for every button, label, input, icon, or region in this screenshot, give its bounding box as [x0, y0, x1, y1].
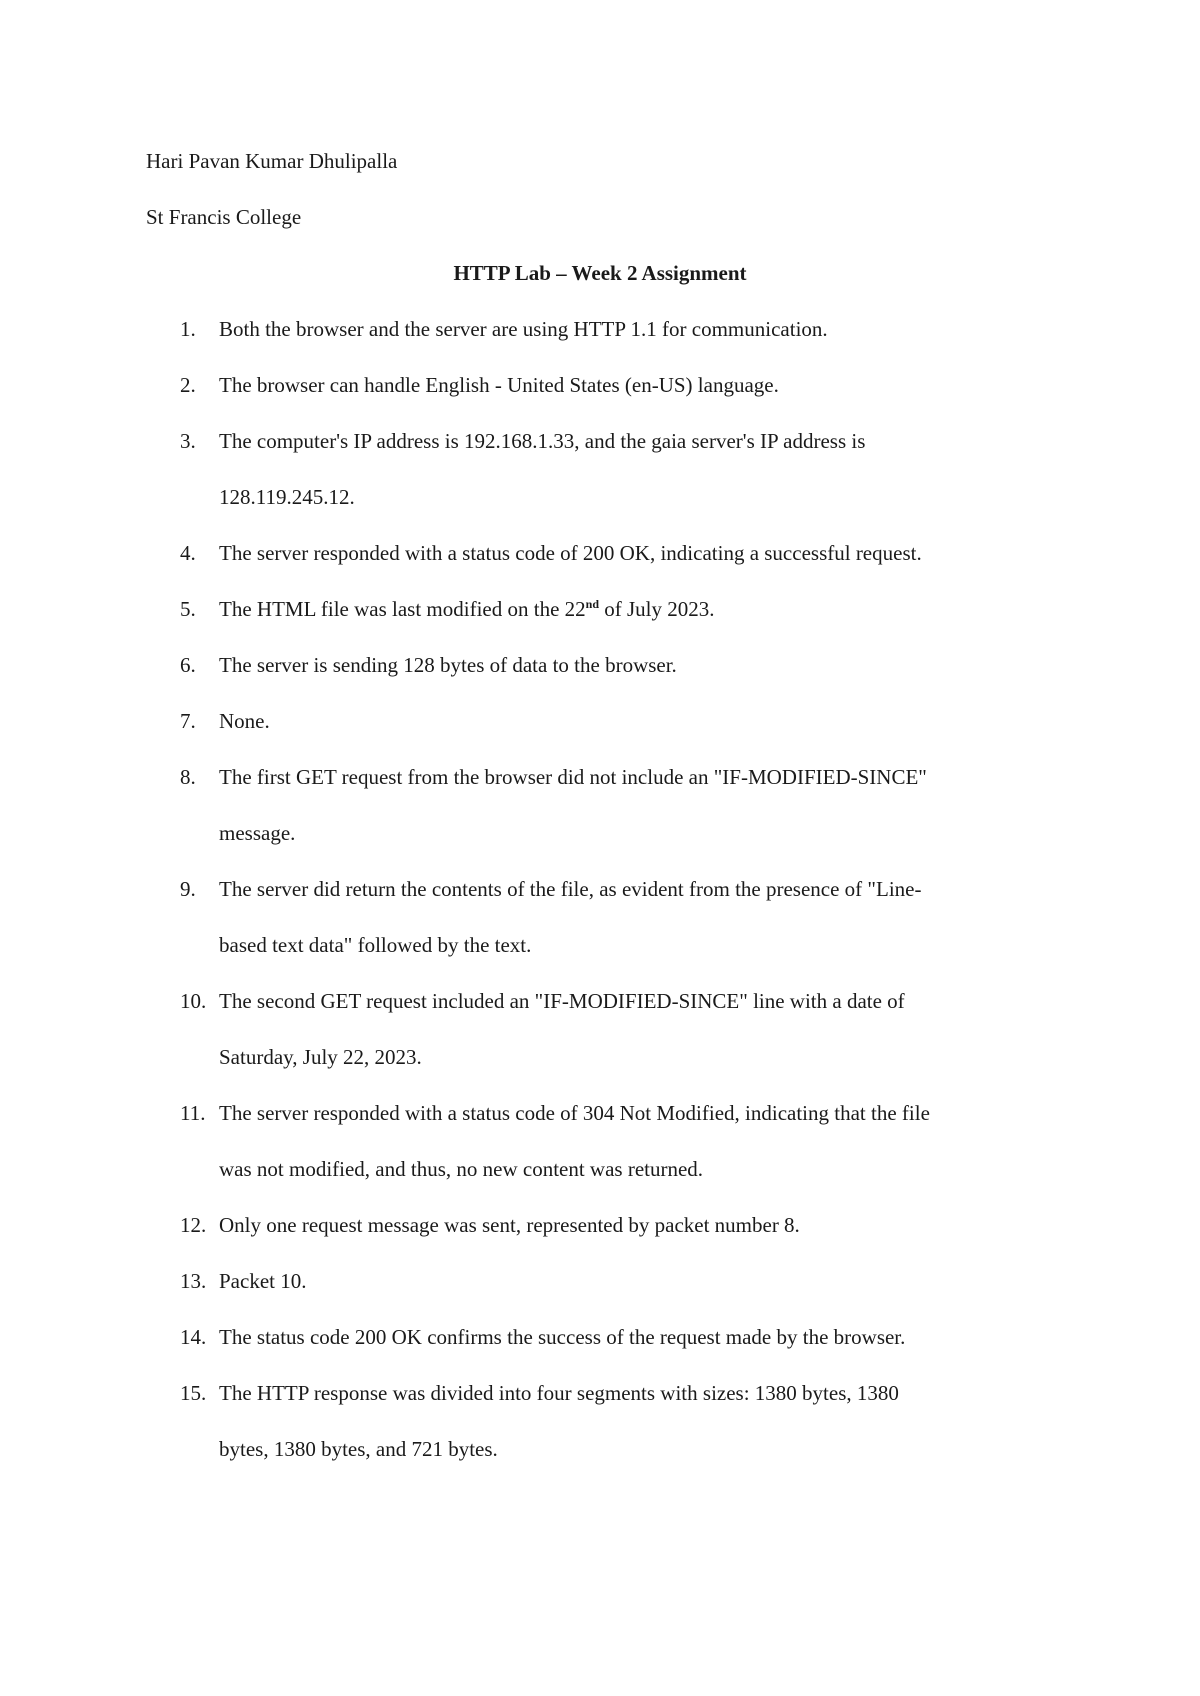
answer-4-number: 4.: [180, 541, 196, 565]
answer-14-number: 14.: [180, 1325, 207, 1349]
answer-7-number: 7.: [180, 709, 196, 733]
answer-15-text-line-2: bytes, 1380 bytes, and 721 bytes.: [219, 1437, 498, 1461]
answer-11-text-line-2: was not modified, and thus, no new content was returned.: [219, 1157, 704, 1181]
answer-6-number: 6.: [180, 653, 196, 677]
answer-8-text-line-1: The first GET request from the browser did not include an "IF-MODIFIED-SINCE": [219, 765, 927, 789]
answer-15-text-line-1: The HTTP response was divided into four segments with sizes: 1380 bytes, 1380: [219, 1381, 899, 1405]
answer-10-number: 10.: [180, 989, 207, 1013]
answer-14-text: The status code 200 OK confirms the success of the request made by the browser.: [219, 1325, 906, 1349]
answer-15-number: 15.: [180, 1381, 207, 1405]
answer-5-text-after: of July 2023.: [599, 597, 715, 621]
answer-13-text: Packet 10.: [219, 1269, 307, 1293]
answer-2-text: The browser can handle English - United States (en-US) language.: [219, 373, 779, 397]
answer-4-text: The server responded with a status code of 200 OK, indicating a successful request.: [219, 541, 922, 565]
answer-9-text-line-2: based text data" followed by the text.: [219, 933, 532, 957]
answer-7-text: None.: [219, 709, 270, 733]
answer-13-number: 13.: [180, 1269, 207, 1293]
answer-8-number: 8.: [180, 765, 196, 789]
answer-3-text-line-1: The computer's IP address is 192.168.1.33, and the gaia server's IP address is: [219, 429, 866, 453]
answer-5-number: 5.: [180, 597, 196, 621]
answer-2-number: 2.: [180, 373, 196, 397]
answer-5-text-before: The HTML file was last modified on the 22: [219, 597, 586, 621]
answer-12-number: 12.: [180, 1213, 207, 1237]
answer-12-text: Only one request message was sent, represented by packet number 8.: [219, 1213, 800, 1237]
answer-1-text: Both the browser and the server are using HTTP 1.1 for communication.: [219, 317, 828, 341]
answer-9-text-line-1: The server did return the contents of the file, as evident from the presence of "Line-: [219, 877, 922, 901]
answer-6-text: The server is sending 128 bytes of data to the browser.: [219, 653, 677, 677]
answer-1-number: 1.: [180, 317, 196, 341]
answer-3-number: 3.: [180, 429, 196, 453]
answer-3-text-line-2: 128.119.245.12.: [219, 485, 355, 509]
answer-9-number: 9.: [180, 877, 196, 901]
answer-5-ordinal-suffix: nd: [585, 597, 599, 611]
answer-11-text-line-1: The server responded with a status code of 304 Not Modified, indicating that the file: [219, 1101, 930, 1125]
answer-8-text-line-2: message.: [219, 821, 296, 845]
answer-5-text: [219, 594, 715, 624]
document-title: HTTP Lab – Week 2 Assignment: [453, 261, 747, 285]
author-name: Hari Pavan Kumar Dhulipalla: [146, 149, 398, 173]
answer-10-text-line-1: The second GET request included an "IF-MODIFIED-SINCE" line with a date of: [219, 989, 905, 1013]
institution-name: St Francis College: [146, 205, 302, 229]
answer-11-number: 11.: [180, 1101, 206, 1125]
answer-10-text-line-2: Saturday, July 22, 2023.: [219, 1045, 422, 1069]
